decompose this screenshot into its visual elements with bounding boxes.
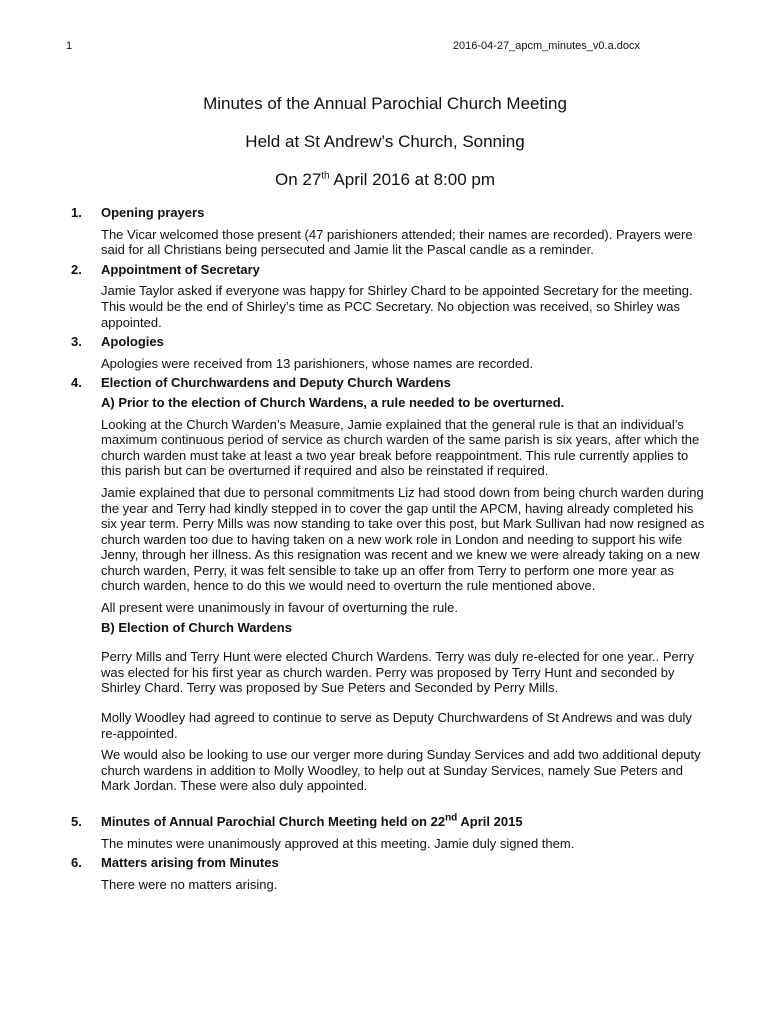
section-number: 4. xyxy=(71,375,82,391)
section-heading: Apologies xyxy=(101,334,164,350)
section-heading: Opening prayers xyxy=(101,205,205,220)
paragraph: We would also be looking to use our verger more during Sunday Services and add two additional deputy church wardens in addition to Molly Woodley, to help out at Sunday Services, namely Sue Peters and Mark Jordan. These were also duly appointed. xyxy=(101,747,701,794)
paragraph: Molly Woodley had agreed to continue to serve as Deputy Churchwardens of St Andrews and was duly re-appointed. xyxy=(101,710,692,741)
section-opening-prayers xyxy=(71,205,711,258)
heading-suffix: April 2015 xyxy=(457,814,523,829)
section-appointment-of-secretary xyxy=(71,262,711,330)
paragraph: There were no matters arising. xyxy=(101,876,278,892)
section-heading: Matters arising from Minutes xyxy=(101,855,279,871)
page-number: 1 xyxy=(66,40,73,52)
title-line-1: Minutes of the Annual Parochial Church Meeting xyxy=(203,94,567,113)
section-number: 3. xyxy=(71,334,82,350)
paragraph: All present were unanimously in favour of overturning the rule. xyxy=(101,600,458,616)
title-line-2: Held at St Andrew’s Church, Sonning xyxy=(245,132,525,151)
document-title-block xyxy=(0,94,770,190)
section-apologies xyxy=(71,334,711,371)
paragraph: The Vicar welcomed those present (47 parishioners attended; their names are recorded). Prayers were said for all Christians being persecuted and Jamie lit the Pascal candle as a reminder. xyxy=(101,226,693,258)
paragraph: Perry Mills and Terry Hunt were elected Church Wardens. Terry was duly re-elected for one year.. Perry was elected for his first year as church warden. Perry was proposed by Terry Hunt and seconded by Shirley Chard. Terry was proposed by Sue Peters and Seconded by Perry Mills. xyxy=(101,649,694,696)
section-number: 5. xyxy=(71,814,82,829)
heading-superscript: nd xyxy=(445,812,458,824)
document-filename: 2016-04-27_apcm_minutes_v0.a.docx xyxy=(452,40,640,52)
section-heading xyxy=(101,814,711,830)
section-number: 1. xyxy=(71,205,82,220)
section-number: 6. xyxy=(71,855,82,871)
title-line-3 xyxy=(0,170,770,190)
paragraph: Jamie Taylor asked if everyone was happy for Shirley Chard to be appointed Secretary for the meeting. This would be the end of Shirley’s time as PCC Secretary. No objection was received, so Shirley was appointed. xyxy=(101,283,693,330)
paragraph: The minutes were unanimously approved at this meeting. Jamie duly signed them. xyxy=(101,835,575,851)
section-heading: Appointment of Secretary xyxy=(101,261,260,277)
title-date-prefix: On 27 xyxy=(274,170,322,189)
section-matters-arising xyxy=(71,855,711,892)
section-election-of-churchwardens xyxy=(71,375,711,794)
subsection-heading-b: B) Election of Church Wardens xyxy=(101,619,292,635)
paragraph: Looking at the Church Warden’s Measure, Jamie explained that the general rule is that an individual’s maximum continuous period of service as church warden of the same parish is six years, after which the church warden must take at least a two year break before reappointment. This rule currently applies to this parish but can be overturned if required and also be reinstated if required. xyxy=(101,416,700,479)
page-header xyxy=(66,40,640,56)
section-heading: Election of Churchwardens and Deputy Church Wardens xyxy=(101,375,451,391)
section-number: 2. xyxy=(71,261,82,277)
title-date-superscript: th xyxy=(321,170,330,182)
paragraph: Jamie explained that due to personal commitments Liz had stood down from being church warden during the year and Terry had kindly stepped in to cover the gap until the APCM, having already completed his six year term. Perry Mills was now standing to take over this post, but Mark Sullivan had now resigned as church warden too due to having taken on a new work role in London and needing to support his wife Jenny, through her illness. As this resignation was recent and we knew we were already taking on a new church warden, Perry, it was felt sensible to take up an offer from Terry to perform one more year as church warden, hence to do this we would need to overturn the rule mentioned above. xyxy=(101,484,705,594)
section-previous-minutes xyxy=(71,814,711,851)
subsection-heading-a: A) Prior to the election of Church Wardens, a rule needed to be overturned. xyxy=(101,394,565,410)
title-date-suffix: April 2016 at 8:00 pm xyxy=(329,170,496,189)
paragraph: Apologies were received from 13 parishioners, whose names are recorded. xyxy=(101,355,534,371)
heading-prefix: Minutes of Annual Parochial Church Meeting held on 22 xyxy=(101,814,446,829)
minutes-body xyxy=(71,205,711,892)
